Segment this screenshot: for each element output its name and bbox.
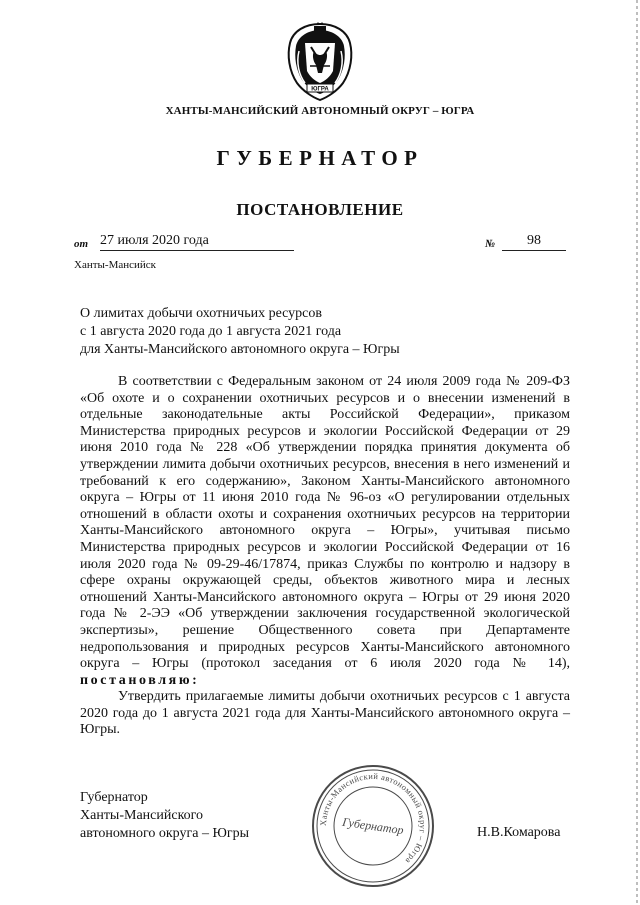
position-line: автономного округа – Югры xyxy=(80,826,249,841)
scan-edge-artifact xyxy=(636,0,638,905)
document-type: ПОСТАНОВЛЕНИЕ xyxy=(236,200,404,219)
position-line: Губернатор xyxy=(80,790,148,805)
preamble-text: В соответствии с Федеральным законом от 24 июля 2009 года № 209-ФЗ «Об охоте и о сохранении охотничьих ресурсов и о внесении изменений в отдельные законодательные акты Российской Федерации», приказом Министерства природных ресурсов и экологии Российской Федерации от 29 июня 2010 года № 228 «Об утверждении порядка принятия документа об утверждении лимита добычи охотничьих ресурсов, внесения в него изменений и требований к его содержанию», Законом Ханты-Мансийского автономного округа – Югры от 11 июня 2010 года № 96-оз «О регулировании отдельных отношений в области охоты и сохранения охотничьих ресурсов на территории Ханты-Мансийского автономного округа – Югры», учитывая письмо Министерства природных ресурсов и экологии Российской Федерации от 16 июля 2020 года № 09-29-46/17874, приказ Службы по контролю и надзору в сфере охраны окружающей среды, объектов животного мира и лесных отношений Ханты-Мансийского автономного округа – Югры от 29 июня 2020 года № 2-ЭЭ «Об утверждении заключения государственной экологической экспертизы», решение Общественного совета при Департаменте недропользования и природных ресурсов Ханты-Мансийского автономного округа – Югры (протокол заседания от 6 июля 2020 года № 14), xyxy=(80,374,570,672)
document-body xyxy=(80,374,570,739)
subject-line: для Ханты-Мансийского автономного округа – Югры xyxy=(80,342,400,357)
document-number: 98 xyxy=(502,232,566,251)
resolution-paragraph: Утвердить прилагаемые лимиты добычи охотничьих ресурсов с 1 августа 2020 года до 1 августа 2021 года для Ханты-Мансийского автономного округа – Югры. xyxy=(80,689,570,738)
decree-word: постановляю: xyxy=(80,672,200,688)
official-seal xyxy=(309,762,437,890)
signatory-position xyxy=(80,789,249,843)
seal-center-text: Губернатор xyxy=(341,814,405,838)
region-name: ХАНТЫ-МАНСИЙСКИЙ АВТОНОМНЫЙ ОКРУГ – ЮГРА xyxy=(165,105,475,117)
subject-line: с 1 августа 2020 года до 1 августа 2021 года xyxy=(80,324,342,339)
signer-name: Н.В.Комарова xyxy=(477,825,561,840)
subject-line: О лимитах добычи охотничьих ресурсов xyxy=(80,306,322,321)
preamble-paragraph xyxy=(80,374,570,689)
document-date: 27 июля 2020 года xyxy=(100,232,294,251)
document-city: Ханты-Мансийск xyxy=(74,259,157,271)
governor-title: ГУБЕРНАТОР xyxy=(216,146,424,170)
number-prefix: № xyxy=(485,238,496,250)
document-subject xyxy=(80,305,400,359)
date-prefix: от xyxy=(74,238,89,250)
position-line: Ханты-Мансийского xyxy=(80,808,204,823)
date-number-row xyxy=(74,232,574,256)
emblem-ribbon-text: ЮГРА xyxy=(311,86,329,93)
coat-of-arms-icon xyxy=(283,21,357,103)
seal-ring-text: Ханты-Мансийский автономный округ – Югра xyxy=(317,770,429,867)
